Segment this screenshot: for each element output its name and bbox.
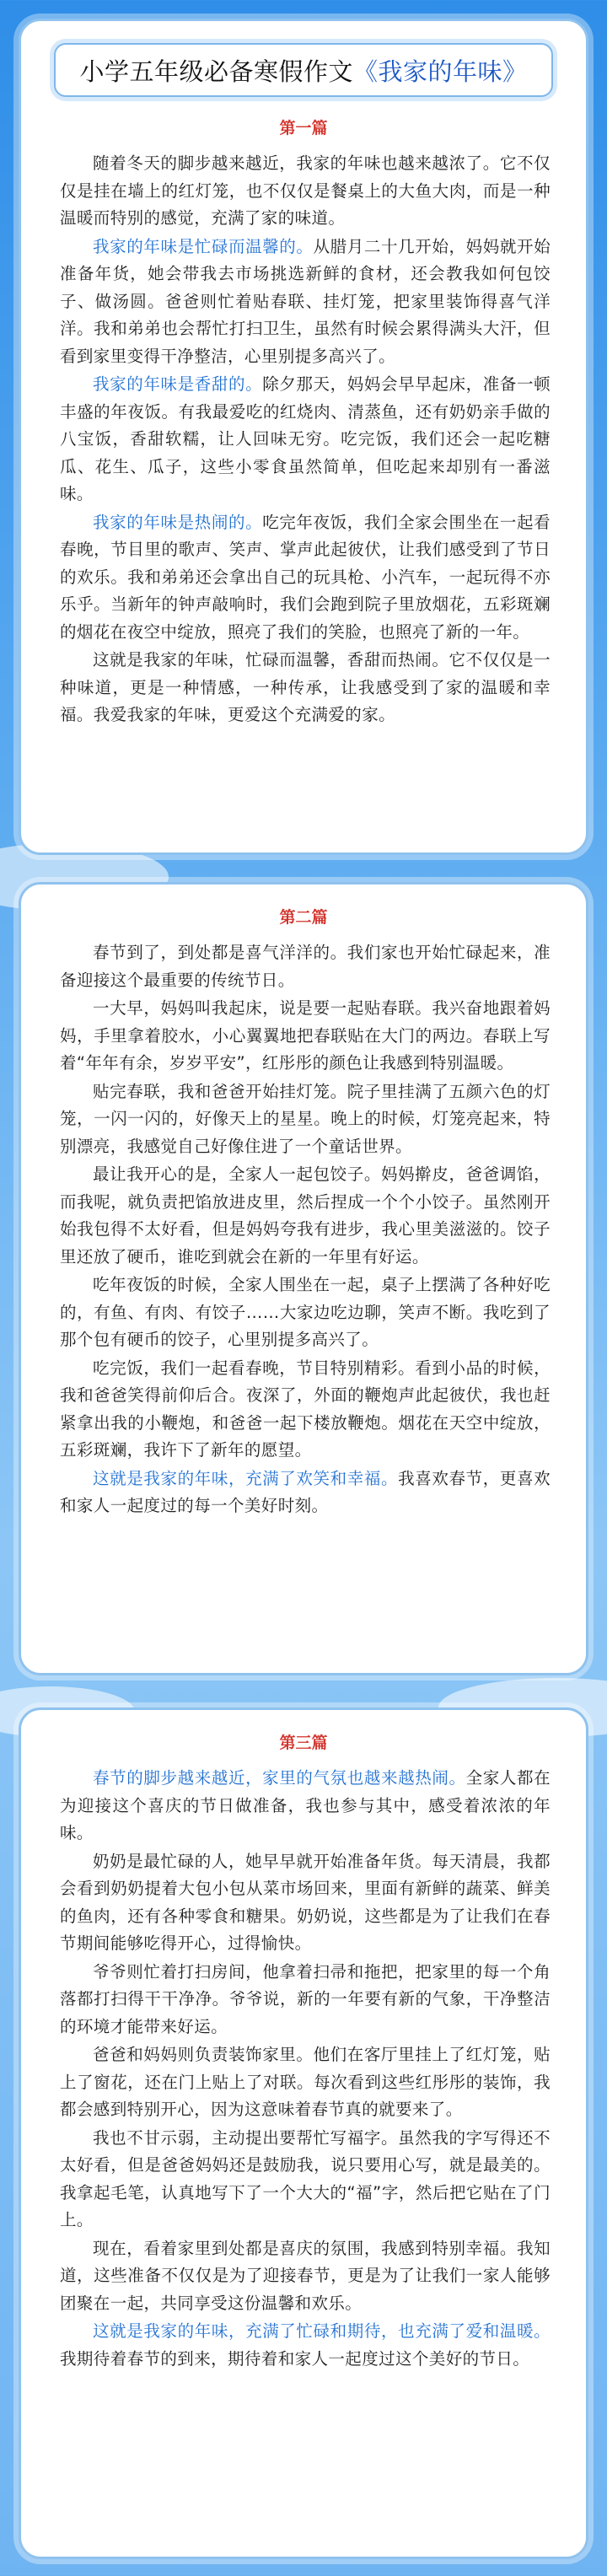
paragraph [60, 1959, 551, 2041]
paragraph [60, 234, 551, 371]
paragraph-text: 春节到了，到处都是喜气洋洋的。我们家也开始忙碌起来，准备迎接这个最重要的传统节日。 [60, 943, 551, 990]
paragraph-text: 贴完春联，我和爸爸开始挂灯笼。院子里挂满了五颜六色的灯笼，一闪一闪的，好像天上的星星。晚上的时候，灯笼亮起来，特别漂亮，我感觉自己好像住进了一个童话世界。 [60, 1081, 551, 1156]
paragraph [60, 1848, 551, 1958]
paragraph-text: 最让我开心的是，全家人一起包饺子。妈妈擀皮，爸爸调馅，而我呢，就负责把馅放进皮里，然后捏成一个个小饺子。虽然刚开始我包得不太好看，但是妈妈夸我有进步，我心里美滋滋的。饺子里还放了硬币，谁吃到就会在新的一年里有好运。 [60, 1164, 551, 1266]
paragraph-text: 从腊月二十几开始，妈妈就开始准备年货，她会带我去市场挑选新鲜的食材，还会教我如何包饺子、做汤圆。爸爸则忙着贴春联、挂灯笼，把家里装饰得喜气洋洋。我和弟弟也会帮忙打扫卫生，虽然有时候会累得满头大汗，但看到家里变得干净整洁，心里别提多高兴了。 [60, 236, 551, 366]
article-card-1 [19, 19, 588, 855]
paragraph [60, 647, 551, 729]
paragraph [60, 2235, 551, 2318]
paragraph-text: 我喜欢春节，更喜欢和家人一起度过的每一个美好时刻。 [60, 1468, 551, 1515]
page-title-prefix: 小学五年级必备寒假作文 [79, 56, 353, 86]
article-heading: 第二篇 [279, 908, 328, 927]
paragraph [60, 2125, 551, 2235]
paragraph-lead: 我家的年味是热闹的。 [93, 512, 263, 532]
paragraph-text: 除夕那天，妈妈会早早起床，准备一顿丰盛的年夜饭。有我最爱吃的红烧肉、清蒸鱼，还有奶奶亲手做的八宝饭，香甜软糯，让人回味无穷。吃完饭，我们还会一起吃糖瓜、花生、瓜子，这些小零食虽然简单，但吃起来却别有一番滋味。 [60, 374, 551, 503]
article-body [21, 939, 586, 1520]
paragraph-lead: 这就是我家的年味，充满了忙碌和期待，也充满了爱和温暖。 [93, 2321, 551, 2341]
paragraph [60, 1272, 551, 1354]
paragraph [60, 1078, 551, 1161]
paragraph [60, 995, 551, 1078]
article-card-2 [19, 882, 588, 1675]
article-heading: 第三篇 [279, 1734, 328, 1752]
paragraph-lead: 春节的脚步越来越近，家里的气氛也越来越热闹。 [93, 1768, 466, 1788]
paragraph-text: 吃完年夜饭，我们全家会围坐在一起看春晚，节目里的歌声、笑声、掌声此起彼伏，让我们感受到了节日的欢乐。我和弟弟还会拿出自己的玩具枪、小汽车，一起玩得不亦乐乎。当新年的钟声敲响时，我们会跑到院子里放烟花，五彩斑斓的烟花在夜空中绽放，照亮了我们的笑脸，也照亮了新的一年。 [60, 512, 551, 642]
paragraph-text: 吃年夜饭的时候，全家人围坐在一起，桌子上摆满了各种好吃的，有鱼、有肉、有饺子……大家边吃边聊，笑声不断。我吃到了那个包有硬币的饺子，心里别提多高兴了。 [60, 1275, 551, 1349]
paragraph [60, 2318, 551, 2373]
page-title-highlight: 《我家的年味》 [353, 56, 528, 86]
paragraph-text: 爷爷则忙着打扫房间，他拿着扫帚和拖把，把家里的每一个角落都打扫得干干净净。爷爷说，新的一年要有新的气象，干净整洁的环境才能带来好运。 [60, 1961, 551, 2036]
paragraph-text: 一大早，妈妈叫我起床，说是要一起贴春联。我兴奋地跟着妈妈，手里拿着胶水，小心翼翼地把春联贴在大门的两边。春联上写着“年年有余，岁岁平安”，红彤彤的颜色让我感到特别温暖。 [60, 998, 551, 1073]
paragraph [60, 371, 551, 508]
paragraph [60, 150, 551, 233]
paragraph-text: 随着冬天的脚步越来越近，我家的年味也越来越浓了。它不仅仅是挂在墙上的红灯笼，也不仅仅是餐桌上的大鱼大肉，而是一种温暖而特别的感觉，充满了家的味道。 [60, 153, 551, 228]
paragraph-text: 奶奶是最忙碌的人，她早早就开始准备年货。每天清晨，我都会看到奶奶提着大包小包从菜市场回来，里面有新鲜的蔬菜、鲜美的鱼肉，还有各种零食和糖果。奶奶说，这些都是为了让我们在春节期间能够吃得开心，过得愉快。 [60, 1851, 551, 1953]
paragraph [60, 509, 551, 647]
paragraph-lead: 这就是我家的年味，充满了欢笑和幸福。 [93, 1468, 399, 1488]
paragraph-text: 吃完饭，我们一起看春晚，节目特别精彩。看到小品的时候，我和爸爸笑得前仰后合。夜深了，外面的鞭炮声此起彼伏，我也赶紧拿出我的小鞭炮，和爸爸一起下楼放鞭炮。烟花在天空中绽放，五彩斑斓，我许下了新年的愿望。 [60, 1358, 551, 1460]
paragraph-lead: 我家的年味是忙碌而温馨的。 [93, 236, 314, 256]
paragraph-text: 全家人都在为迎接这个喜庆的节日做准备，我也参与其中，感受着浓浓的年味。 [60, 1768, 551, 1842]
paragraph [60, 939, 551, 994]
paragraph-text: 我也不甘示弱，主动提出要帮忙写福字。虽然我的字写得还不太好看，但是爸爸妈妈还是鼓励我，说只要用心写，就是最美的。我拿起毛笔，认真地写下了一个大大的“福”字，然后把它贴在了门上。 [60, 2127, 551, 2229]
article-heading: 第一篇 [279, 119, 328, 137]
paragraph [60, 2041, 551, 2124]
paragraph-text: 这就是我家的年味，忙碌而温馨，香甜而热闹。它不仅仅是一种味道，更是一种情感，一种传承，让我感受到了家的温暖和幸福。我爱我家的年味，更爱这个充满爱的家。 [60, 650, 551, 724]
paragraph [60, 1465, 551, 1520]
paragraph-lead: 我家的年味是香甜的。 [93, 374, 263, 394]
article-body [21, 150, 586, 729]
paragraph [60, 1765, 551, 1847]
paragraph-text: 爸爸和妈妈则负责装饰家里。他们在客厅里挂上了红灯笼，贴上了窗花，还在门上贴上了对联。每次看到这些红彤彤的装饰，我都会感到特别开心，因为这意味着春节真的就要来了。 [60, 2045, 551, 2119]
article-card-3 [19, 1707, 588, 2559]
page-title [54, 43, 553, 97]
paragraph [60, 1161, 551, 1271]
paragraph [60, 1355, 551, 1465]
article-body [21, 1765, 586, 2373]
paragraph-text: 我期待着春节的到来，期待着和家人一起度过这个美好的节日。 [60, 2348, 530, 2369]
paragraph-text: 现在，看着家里到处都是喜庆的氛围，我感到特别幸福。我知道，这些准备不仅仅是为了迎接春节，更是为了让我们一家人能够团聚在一起，共同享受这份温馨和欢乐。 [60, 2238, 551, 2313]
